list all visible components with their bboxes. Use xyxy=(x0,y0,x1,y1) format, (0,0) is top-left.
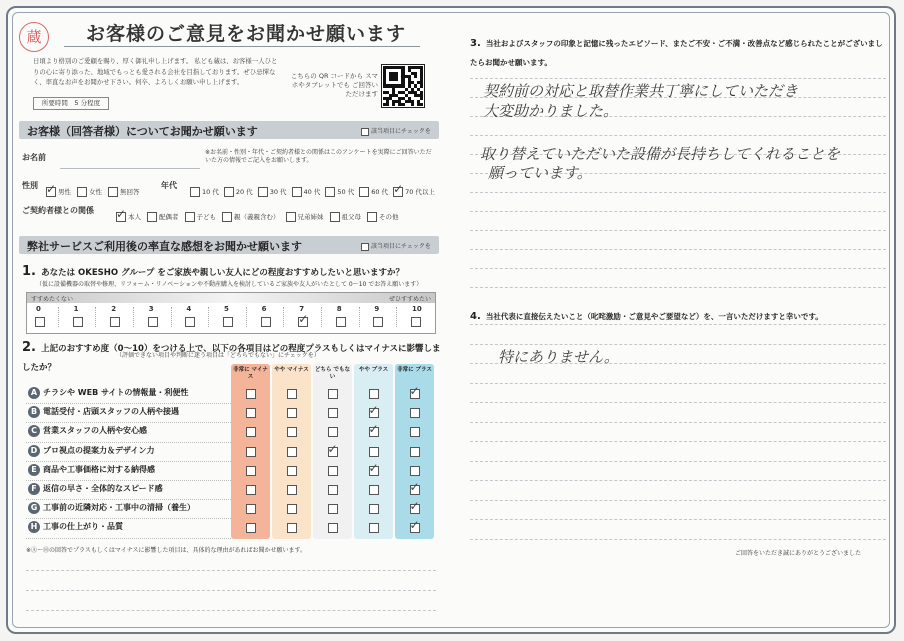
scale-checkbox[interactable] xyxy=(411,317,421,327)
q2-note: （評価できない項目や判断に迷う項目は「どちらでもない」にチェックを） xyxy=(116,352,320,359)
answer-line[interactable] xyxy=(470,230,886,231)
time-label: 所要時間 5 分程度 xyxy=(33,97,109,110)
age-label: 年代 xyxy=(161,181,177,190)
section1-check-note: 該当項目にチェックを xyxy=(361,126,431,136)
scale-checkbox[interactable] xyxy=(73,317,83,327)
rating-checkbox[interactable] xyxy=(246,485,256,495)
answer-line[interactable] xyxy=(470,402,886,403)
qr-caption: こちらの QR コードから スマホやタブレットでも ご回答いただけます xyxy=(290,72,378,98)
rating-checkbox[interactable] xyxy=(369,447,379,457)
rating-checkbox[interactable] xyxy=(369,523,379,533)
reason-line[interactable] xyxy=(26,590,436,591)
rating-checkbox[interactable] xyxy=(287,447,297,457)
title-underline xyxy=(64,46,420,47)
section2-header xyxy=(19,236,439,254)
rating-checkbox[interactable] xyxy=(369,504,379,514)
answer-line[interactable] xyxy=(470,324,886,325)
rating-row xyxy=(26,499,231,519)
relation-checkbox[interactable] xyxy=(116,207,127,222)
rating-checkbox[interactable] xyxy=(287,504,297,514)
rating-checkbox[interactable] xyxy=(287,466,297,476)
check-mark-icon: ✓ xyxy=(368,403,379,418)
qr-module xyxy=(420,97,423,100)
q1 xyxy=(22,260,404,279)
relation-option[interactable] xyxy=(286,213,324,221)
relation-option-label: 兄弟姉妹 xyxy=(297,213,324,221)
scale-checkbox[interactable] xyxy=(148,317,158,327)
name-field[interactable] xyxy=(60,168,200,169)
scale-divider xyxy=(133,307,135,327)
scale-divider xyxy=(396,307,398,327)
scale-number: 9 xyxy=(374,305,380,313)
scale-checkbox[interactable] xyxy=(261,317,271,327)
scale-options xyxy=(27,305,435,331)
section1-title: お客様（回答者様）についてお聞かせ願います xyxy=(27,125,258,138)
rating-row-label xyxy=(28,425,147,437)
relation-options xyxy=(116,204,405,223)
scale-number: 0 xyxy=(36,305,41,313)
gender-option-label: 無回答 xyxy=(120,188,140,196)
scale-gradient xyxy=(27,293,435,303)
answer-line[interactable] xyxy=(470,287,886,288)
company-stamp: 蔵 xyxy=(19,22,49,52)
relation-label: ご契約者様との関係 xyxy=(22,206,94,215)
q3-text: 当社およびスタッフの印象と記憶に残ったエピソード、またご不安・ご不満・改善点など感じられたことがございましたらお聞かせ願います。 xyxy=(470,39,883,67)
q3-handwriting-3: 取り替えていただいた設備が長持ちしてくれることを xyxy=(480,145,841,163)
age-option-label: 50 代 xyxy=(337,188,355,196)
reason-line[interactable] xyxy=(26,610,436,611)
scale-low-label: すすめたくない xyxy=(31,296,74,303)
answer-line[interactable] xyxy=(470,135,886,136)
rating-row-label xyxy=(28,502,195,514)
relation-option[interactable] xyxy=(147,213,179,221)
rating-row xyxy=(26,461,231,481)
scale-number: 7 xyxy=(299,305,305,313)
age-option-label: 20 代 xyxy=(235,188,253,196)
answer-line[interactable] xyxy=(470,539,886,540)
rating-checkbox[interactable] xyxy=(287,408,297,418)
item-label: チラシや WEB サイトの情報量・利便性 xyxy=(43,388,189,397)
answer-line[interactable] xyxy=(470,480,886,481)
q1-text: あなたは OKESHO グループ をご家族や親しい友人にどの程度おすすめしたいと思いますか？ xyxy=(41,268,404,278)
answer-line[interactable] xyxy=(470,461,886,462)
scale-number: 8 xyxy=(336,305,342,313)
relation-option-label: 配偶者 xyxy=(159,213,179,221)
item-label: 電話受付・店頭スタッフの人柄や接遇 xyxy=(43,407,179,417)
rating-column-header: やや プラス xyxy=(358,367,389,373)
rating-checkbox[interactable] xyxy=(410,466,420,476)
item-label: 営業スタッフの人柄や安心感 xyxy=(43,426,147,436)
item-letter-icon: H xyxy=(28,521,40,533)
qr-module xyxy=(414,75,417,78)
rating-checkbox[interactable] xyxy=(246,408,256,418)
rating-checkbox[interactable] xyxy=(246,427,256,437)
scale-checkbox[interactable] xyxy=(223,317,233,327)
qr-module xyxy=(420,103,423,106)
gender-checkbox[interactable] xyxy=(77,187,87,197)
rating-row xyxy=(26,480,231,500)
rating-checkbox[interactable] xyxy=(328,389,338,399)
scale-number: 10 xyxy=(412,305,422,313)
check-mark-icon: ✓ xyxy=(409,384,420,398)
rating-column-header: どちら でもない xyxy=(315,367,350,380)
scale-checkbox[interactable] xyxy=(185,317,195,327)
item-letter-icon: G xyxy=(28,502,40,514)
q4-text: 当社代表に直接伝えたいこと（叱咤激励・ご意見やご要望など）を、一言いただけますと幸いです。 xyxy=(485,312,823,321)
relation-option[interactable] xyxy=(367,213,399,221)
q2-number: 2. xyxy=(22,340,36,355)
name-note: ※お名前・性別・年代・ご契約者様との関係はこのアンケートを実際にご回答いただいた方の情報でご記入をお願いします。 xyxy=(205,149,432,164)
qr-module xyxy=(392,103,395,106)
relation-option[interactable] xyxy=(185,213,217,221)
q4 xyxy=(470,304,890,323)
scale-checkbox[interactable] xyxy=(373,317,383,327)
qr-module xyxy=(420,84,423,87)
q1-number: 1. xyxy=(22,264,36,279)
qr-module xyxy=(386,103,389,106)
gender-option[interactable] xyxy=(77,188,102,196)
rating-checkbox[interactable] xyxy=(369,485,379,495)
q3-handwriting-2: 大変助かりました。 xyxy=(483,102,619,120)
gender-label: 性別 xyxy=(22,181,38,190)
rating-row-label xyxy=(28,406,179,418)
rating-checkbox[interactable] xyxy=(246,389,256,399)
scale-divider xyxy=(321,307,323,327)
rating-checkbox[interactable] xyxy=(368,422,379,437)
q2-footnote: ※Ⓐ〜Ⓗの回答でプラスもしくはマイナスに影響した項目は、具体的な理由があればお聞かせ願います。 xyxy=(26,547,307,554)
check-mark-icon: ✓ xyxy=(298,312,309,326)
check-mark-icon: ✓ xyxy=(393,182,404,196)
rating-checkbox[interactable] xyxy=(246,447,256,457)
answer-line[interactable] xyxy=(470,344,886,345)
scale-box xyxy=(26,292,436,334)
scale-divider xyxy=(208,307,210,327)
rating-checkbox[interactable] xyxy=(328,408,338,418)
rating-column-header: 非常に プラス xyxy=(397,367,432,373)
age-checkbox[interactable] xyxy=(190,187,200,197)
age-option-label: 60 代 xyxy=(371,188,389,196)
relation-checkbox[interactable] xyxy=(147,212,157,222)
relation-checkbox[interactable] xyxy=(185,212,195,222)
age-options xyxy=(190,179,440,198)
rating-checkbox[interactable] xyxy=(328,485,338,495)
check-mark-icon: ✓ xyxy=(409,499,420,514)
section2-title: 弊社サービスご利用後の率直な感想をお聞かせ願います xyxy=(27,240,302,253)
scale-divider xyxy=(171,307,173,327)
check-mark-icon: ✓ xyxy=(409,518,420,533)
item-label: プロ視点の提案力＆デザイン力 xyxy=(43,445,155,455)
relation-option[interactable] xyxy=(330,213,362,221)
scale-number: 6 xyxy=(261,305,267,313)
check-mark-icon: ✓ xyxy=(409,480,420,494)
rating-checkbox[interactable] xyxy=(246,523,256,533)
thanks-text: ご回答をいただき誠にありがとうございました xyxy=(735,550,862,557)
check-mark-icon: ✓ xyxy=(116,207,127,221)
scale-divider xyxy=(283,307,285,327)
rating-row-label xyxy=(28,521,123,533)
item-label: 商品や工事価格に対する納得感 xyxy=(43,464,155,474)
rating-row-label xyxy=(28,483,163,495)
answer-line[interactable] xyxy=(470,192,886,193)
q3-handwriting-4: 願っています。 xyxy=(488,164,592,182)
item-label: 返信の早さ・全体的なスピード感 xyxy=(43,484,163,493)
age-option[interactable] xyxy=(190,188,219,196)
check-note-icon xyxy=(361,243,369,251)
rating-row xyxy=(26,384,231,404)
answer-line[interactable] xyxy=(470,383,886,384)
age-checkbox[interactable] xyxy=(292,187,302,197)
q4-handwriting-1: 特にありません。 xyxy=(498,348,619,366)
age-option-label: 10 代 xyxy=(202,188,219,196)
relation-checkbox[interactable] xyxy=(367,212,377,222)
item-letter-icon: C xyxy=(28,425,40,437)
rating-row-label xyxy=(28,445,154,457)
rating-row xyxy=(26,442,231,462)
scale-number: 4 xyxy=(186,305,192,313)
q3 xyxy=(470,31,890,69)
rating-row xyxy=(26,422,231,442)
age-checkbox[interactable] xyxy=(258,187,268,197)
scale-checkbox[interactable] xyxy=(298,312,309,327)
age-option[interactable] xyxy=(224,188,253,196)
scale-divider xyxy=(359,307,361,327)
item-label: 工事の仕上がり・品質 xyxy=(43,522,123,532)
q3-handwriting-1: 契約前の対応と取替作業共丁寧にしていただき xyxy=(483,82,799,100)
rating-checkbox[interactable] xyxy=(328,427,338,437)
qr-module xyxy=(401,103,404,106)
answer-line[interactable] xyxy=(470,519,886,520)
check-mark-icon: ✓ xyxy=(46,182,57,196)
rating-checkbox[interactable] xyxy=(287,389,297,399)
rating-checkbox[interactable] xyxy=(327,441,338,457)
answer-line[interactable] xyxy=(470,211,886,212)
answer-line[interactable] xyxy=(470,268,886,269)
rating-row xyxy=(26,518,231,538)
age-option[interactable] xyxy=(258,188,287,196)
age-checkbox[interactable] xyxy=(393,182,404,197)
relation-option-label: 祖父母 xyxy=(341,213,361,221)
relation-checkbox[interactable] xyxy=(286,212,296,222)
relation-option-label: 本人 xyxy=(128,213,141,221)
age-checkbox[interactable] xyxy=(359,187,369,197)
rating-row-label xyxy=(28,387,188,399)
age-option-label: 30 代 xyxy=(269,188,287,196)
scale-checkbox[interactable] xyxy=(336,317,346,327)
name-label: お名前 xyxy=(22,153,46,162)
scale-checkbox[interactable] xyxy=(110,317,120,327)
relation-option-label: 子ども xyxy=(196,213,216,221)
rating-checkbox[interactable] xyxy=(287,523,297,533)
check-mark-icon: ✓ xyxy=(368,422,379,437)
scale-number: 5 xyxy=(224,305,229,313)
q3-number: 3. xyxy=(470,38,481,49)
qr-module xyxy=(395,78,398,81)
relation-option[interactable] xyxy=(222,213,280,221)
check-mark-icon: ✓ xyxy=(327,441,338,456)
rating-checkbox[interactable] xyxy=(246,466,256,476)
rating-checkbox[interactable] xyxy=(369,389,379,399)
relation-checkbox[interactable] xyxy=(330,212,340,222)
rating-checkbox[interactable] xyxy=(328,504,338,514)
qr-module xyxy=(411,103,414,106)
rating-checkbox[interactable] xyxy=(328,466,338,476)
scale-number: 3 xyxy=(148,305,154,313)
gender-option-label: 男性 xyxy=(58,188,71,196)
scale-divider xyxy=(95,307,97,327)
rating-row-label xyxy=(28,464,155,476)
rating-checkbox[interactable] xyxy=(368,403,379,418)
item-letter-icon: B xyxy=(28,406,40,418)
q4-number: 4. xyxy=(470,311,481,322)
rating-checkbox[interactable] xyxy=(409,499,420,514)
scale-checkbox[interactable] xyxy=(35,317,45,327)
rating-checkbox[interactable] xyxy=(328,523,338,533)
answer-line[interactable] xyxy=(470,422,886,423)
check-mark-icon: ✓ xyxy=(368,460,379,475)
rating-grid xyxy=(26,364,436,539)
q2-text: 上記のおすすめ度（0〜10）をつける上で、以下の各項目はどの程度プラスもしくはマイナスに影響しましたか？ xyxy=(22,344,441,373)
page-title: お客様のご意見をお聞かせ願います xyxy=(86,23,407,45)
age-option[interactable] xyxy=(359,188,388,196)
rating-checkbox[interactable] xyxy=(287,427,297,437)
rating-checkbox[interactable] xyxy=(410,427,420,437)
item-letter-icon: F xyxy=(28,483,40,495)
gender-option[interactable] xyxy=(108,188,140,196)
answer-line[interactable] xyxy=(470,78,886,79)
rating-checkbox[interactable] xyxy=(246,504,256,514)
answer-line[interactable] xyxy=(470,441,886,442)
rating-checkbox[interactable] xyxy=(287,485,297,495)
gender-checkbox[interactable] xyxy=(108,187,118,197)
reason-line[interactable] xyxy=(26,570,436,571)
age-option[interactable] xyxy=(393,182,435,196)
gender-option-label: 女性 xyxy=(89,188,102,196)
rating-checkbox[interactable] xyxy=(368,460,379,476)
check-note-icon xyxy=(361,128,369,136)
relation-option-label: 親（義親含む） xyxy=(234,213,280,221)
item-letter-icon: A xyxy=(28,387,40,399)
qr-code-icon[interactable] xyxy=(381,64,425,108)
intro-text: 日頃より格別のご愛顧を賜り、厚く御礼申し上げます。 私ども蔵は、お客様一人ひとりの心に寄り添った、地域でもっとも愛される会社を目指しております。ぜひ忌憚なく、率直なお声をお聞かせ下さい。何卒、よろしくお願い申し上げます。 xyxy=(33,57,278,86)
relation-checkbox[interactable] xyxy=(222,212,232,222)
scale-divider xyxy=(246,307,248,327)
gender-checkbox[interactable] xyxy=(46,182,57,197)
rating-row xyxy=(26,403,231,423)
rating-column-header: 非常に マイナス xyxy=(233,367,268,380)
rating-checkbox[interactable] xyxy=(410,447,420,457)
age-option[interactable] xyxy=(292,188,321,196)
section2-check-note: 該当項目にチェックを xyxy=(361,241,431,251)
scale-high-label: ぜひすすめたい xyxy=(388,296,431,303)
section1-header xyxy=(19,121,439,139)
rating-checkbox[interactable] xyxy=(409,518,420,533)
rating-checkbox[interactable] xyxy=(409,384,420,399)
answer-line[interactable] xyxy=(470,500,886,501)
item-letter-icon: D xyxy=(28,445,40,457)
gender-option[interactable] xyxy=(46,182,71,196)
scale-divider xyxy=(58,307,60,327)
q1-note: （仮に設備機器の取替や修理、リフォーム・リノベーションや不動産購入を検討しているご家族や友人がいたとして 0〜10 でお答え願います） xyxy=(36,281,423,288)
relation-option-label: その他 xyxy=(379,213,399,221)
scale-number: 2 xyxy=(111,305,117,313)
rating-checkbox[interactable] xyxy=(410,408,420,418)
gender-options xyxy=(46,179,146,198)
item-label: 工事前の近隣対応・工事中の清掃（養生） xyxy=(43,503,195,513)
rating-checkbox[interactable] xyxy=(409,480,420,495)
scale-number: 1 xyxy=(73,305,79,313)
age-checkbox[interactable] xyxy=(224,187,234,197)
rating-column-header: やや マイナス xyxy=(274,367,309,373)
age-option[interactable] xyxy=(325,188,354,196)
item-letter-icon: E xyxy=(28,464,40,476)
answer-line[interactable] xyxy=(470,249,886,250)
age-option-label: 70 代以上 xyxy=(405,188,435,196)
age-option-label: 40 代 xyxy=(303,188,321,196)
relation-option[interactable] xyxy=(116,207,141,221)
age-checkbox[interactable] xyxy=(325,187,335,197)
